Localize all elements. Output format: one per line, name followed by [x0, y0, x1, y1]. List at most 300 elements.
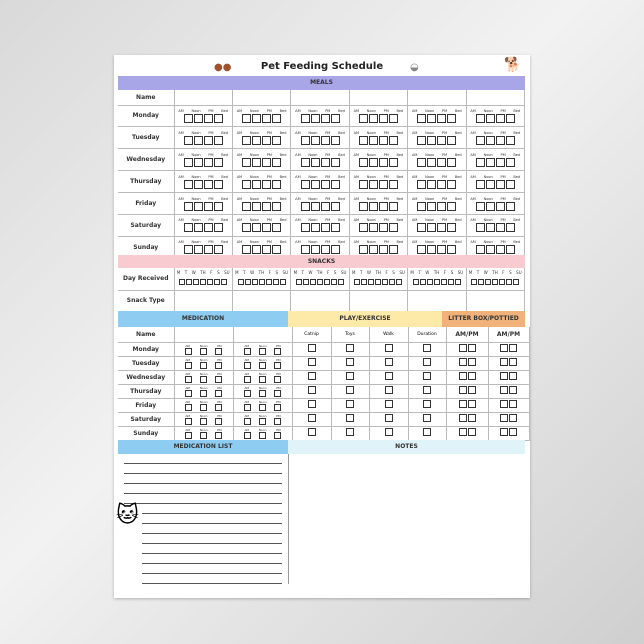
medication-checkbox[interactable]	[215, 418, 222, 425]
meal-checkbox[interactable]	[252, 136, 261, 145]
litter-pm-checkbox[interactable]	[468, 344, 476, 352]
snack-checkbox[interactable]	[471, 279, 477, 285]
litter-pm-checkbox[interactable]	[509, 414, 517, 422]
meal-checkbox[interactable]	[486, 223, 495, 232]
medication-checkbox[interactable]	[244, 362, 251, 369]
snack-checkbox[interactable]	[338, 279, 344, 285]
meal-checkbox[interactable]	[184, 223, 193, 232]
medication-checkbox[interactable]	[244, 404, 251, 411]
snack-checkbox[interactable]	[214, 279, 220, 285]
medication-checkbox[interactable]	[185, 432, 192, 439]
meal-checkbox[interactable]	[194, 180, 203, 189]
meal-checkbox[interactable]	[427, 245, 436, 254]
medication-checkbox[interactable]	[215, 362, 222, 369]
medication-checkbox[interactable]	[215, 348, 222, 355]
meal-checkbox[interactable]	[417, 158, 426, 167]
snack-type-cell[interactable]	[466, 290, 524, 311]
meal-checkbox[interactable]	[496, 180, 505, 189]
litter-am-checkbox[interactable]	[500, 400, 508, 408]
meal-checkbox[interactable]	[252, 202, 261, 211]
meal-checkbox[interactable]	[242, 202, 251, 211]
play-checkbox[interactable]	[423, 400, 431, 408]
snack-checkbox[interactable]	[303, 279, 309, 285]
medication-checkbox[interactable]	[274, 348, 281, 355]
meal-checkbox[interactable]	[214, 223, 223, 232]
meal-checkbox[interactable]	[272, 158, 281, 167]
medication-list-line[interactable]	[142, 573, 282, 574]
meal-checkbox[interactable]	[359, 202, 368, 211]
medication-checkbox[interactable]	[244, 348, 251, 355]
litter-pm-checkbox[interactable]	[468, 372, 476, 380]
play-checkbox[interactable]	[308, 358, 316, 366]
medication-checkbox[interactable]	[244, 432, 251, 439]
meal-checkbox[interactable]	[272, 202, 281, 211]
meal-checkbox[interactable]	[447, 245, 456, 254]
meal-checkbox[interactable]	[242, 180, 251, 189]
meal-checkbox[interactable]	[447, 114, 456, 123]
meal-checkbox[interactable]	[476, 180, 485, 189]
meal-checkbox[interactable]	[506, 114, 515, 123]
meal-checkbox[interactable]	[204, 245, 213, 254]
meal-checkbox[interactable]	[194, 158, 203, 167]
meal-checkbox[interactable]	[184, 180, 193, 189]
meal-checkbox[interactable]	[476, 136, 485, 145]
snack-checkbox[interactable]	[296, 279, 302, 285]
meal-checkbox[interactable]	[184, 136, 193, 145]
meal-checkbox[interactable]	[331, 136, 340, 145]
meal-checkbox[interactable]	[506, 180, 515, 189]
litter-am-checkbox[interactable]	[459, 358, 467, 366]
snack-checkbox[interactable]	[427, 279, 433, 285]
litter-pm-checkbox[interactable]	[468, 358, 476, 366]
meal-checkbox[interactable]	[476, 223, 485, 232]
meal-checkbox[interactable]	[204, 202, 213, 211]
meal-checkbox[interactable]	[194, 223, 203, 232]
meal-checkbox[interactable]	[262, 202, 271, 211]
snack-checkbox[interactable]	[485, 279, 491, 285]
snack-checkbox[interactable]	[179, 279, 185, 285]
meal-checkbox[interactable]	[359, 158, 368, 167]
play-checkbox[interactable]	[385, 400, 393, 408]
litter-pm-checkbox[interactable]	[468, 428, 476, 436]
meal-checkbox[interactable]	[427, 223, 436, 232]
medication-checkbox[interactable]	[259, 404, 266, 411]
meal-checkbox[interactable]	[437, 158, 446, 167]
snack-type-cell[interactable]	[174, 290, 232, 311]
play-checkbox[interactable]	[385, 358, 393, 366]
medication-list-line[interactable]	[124, 503, 282, 504]
meal-checkbox[interactable]	[496, 158, 505, 167]
medication-checkbox[interactable]	[215, 376, 222, 383]
snack-checkbox[interactable]	[455, 279, 461, 285]
meal-checkbox[interactable]	[331, 114, 340, 123]
meal-checkbox[interactable]	[321, 136, 330, 145]
medication-list-line[interactable]	[124, 473, 282, 474]
play-checkbox[interactable]	[385, 386, 393, 394]
meal-checkbox[interactable]	[476, 114, 485, 123]
snack-checkbox[interactable]	[273, 279, 279, 285]
snack-checkbox[interactable]	[506, 279, 512, 285]
medication-list-line[interactable]	[142, 553, 282, 554]
medication-checkbox[interactable]	[200, 362, 207, 369]
snack-checkbox[interactable]	[252, 279, 258, 285]
meal-checkbox[interactable]	[506, 202, 515, 211]
meal-checkbox[interactable]	[496, 202, 505, 211]
snack-checkbox[interactable]	[280, 279, 286, 285]
medication-list-line[interactable]	[142, 543, 282, 544]
meal-checkbox[interactable]	[417, 180, 426, 189]
meal-checkbox[interactable]	[204, 136, 213, 145]
medication-checkbox[interactable]	[244, 418, 251, 425]
meal-checkbox[interactable]	[417, 245, 426, 254]
meal-checkbox[interactable]	[427, 158, 436, 167]
play-checkbox[interactable]	[308, 386, 316, 394]
meal-checkbox[interactable]	[496, 114, 505, 123]
play-checkbox[interactable]	[346, 414, 354, 422]
meal-checkbox[interactable]	[301, 158, 310, 167]
medication-checkbox[interactable]	[200, 404, 207, 411]
meal-checkbox[interactable]	[379, 245, 388, 254]
meal-checkbox[interactable]	[496, 245, 505, 254]
meal-checkbox[interactable]	[369, 158, 378, 167]
snack-checkbox[interactable]	[310, 279, 316, 285]
medication-checkbox[interactable]	[274, 432, 281, 439]
meal-checkbox[interactable]	[252, 245, 261, 254]
snack-checkbox[interactable]	[382, 279, 388, 285]
play-checkbox[interactable]	[385, 372, 393, 380]
pet-name-cell[interactable]	[232, 90, 290, 105]
play-checkbox[interactable]	[346, 428, 354, 436]
meal-checkbox[interactable]	[262, 223, 271, 232]
meal-checkbox[interactable]	[311, 158, 320, 167]
meal-checkbox[interactable]	[359, 136, 368, 145]
medication-checkbox[interactable]	[185, 348, 192, 355]
medication-checkbox[interactable]	[274, 376, 281, 383]
meal-checkbox[interactable]	[184, 245, 193, 254]
medication-checkbox[interactable]	[215, 432, 222, 439]
pet-name-cell[interactable]	[466, 90, 524, 105]
meal-checkbox[interactable]	[242, 245, 251, 254]
meal-checkbox[interactable]	[437, 114, 446, 123]
meal-checkbox[interactable]	[379, 158, 388, 167]
snack-checkbox[interactable]	[354, 279, 360, 285]
meal-checkbox[interactable]	[214, 136, 223, 145]
meal-checkbox[interactable]	[369, 180, 378, 189]
meal-checkbox[interactable]	[389, 136, 398, 145]
meal-checkbox[interactable]	[242, 136, 251, 145]
snack-checkbox[interactable]	[361, 279, 367, 285]
snack-checkbox[interactable]	[324, 279, 330, 285]
snack-checkbox[interactable]	[193, 279, 199, 285]
medication-checkbox[interactable]	[274, 390, 281, 397]
litter-pm-checkbox[interactable]	[468, 400, 476, 408]
meal-checkbox[interactable]	[417, 136, 426, 145]
meal-checkbox[interactable]	[437, 245, 446, 254]
meal-checkbox[interactable]	[506, 136, 515, 145]
meal-checkbox[interactable]	[389, 158, 398, 167]
meal-checkbox[interactable]	[252, 114, 261, 123]
meal-checkbox[interactable]	[476, 245, 485, 254]
meal-checkbox[interactable]	[204, 223, 213, 232]
pet-name-cell[interactable]	[174, 90, 232, 105]
meal-checkbox[interactable]	[389, 114, 398, 123]
snack-checkbox[interactable]	[413, 279, 419, 285]
meal-checkbox[interactable]	[496, 223, 505, 232]
meal-checkbox[interactable]	[301, 202, 310, 211]
meal-checkbox[interactable]	[214, 114, 223, 123]
medication-list-line[interactable]	[142, 583, 282, 584]
medication-list-line[interactable]	[124, 483, 282, 484]
meal-checkbox[interactable]	[486, 202, 495, 211]
meal-checkbox[interactable]	[194, 136, 203, 145]
meal-checkbox[interactable]	[379, 223, 388, 232]
snack-checkbox[interactable]	[331, 279, 337, 285]
medication-checkbox[interactable]	[185, 418, 192, 425]
meal-checkbox[interactable]	[447, 202, 456, 211]
litter-pm-checkbox[interactable]	[509, 428, 517, 436]
meal-checkbox[interactable]	[379, 136, 388, 145]
meal-checkbox[interactable]	[379, 202, 388, 211]
meal-checkbox[interactable]	[389, 180, 398, 189]
meal-checkbox[interactable]	[437, 180, 446, 189]
meal-checkbox[interactable]	[301, 180, 310, 189]
meal-checkbox[interactable]	[321, 245, 330, 254]
snack-checkbox[interactable]	[186, 279, 192, 285]
meal-checkbox[interactable]	[272, 114, 281, 123]
litter-pm-checkbox[interactable]	[509, 372, 517, 380]
snack-checkbox[interactable]	[368, 279, 374, 285]
meal-checkbox[interactable]	[321, 158, 330, 167]
meal-checkbox[interactable]	[194, 202, 203, 211]
snack-type-cell[interactable]	[232, 290, 290, 311]
litter-pm-checkbox[interactable]	[468, 386, 476, 394]
medication-checkbox[interactable]	[259, 348, 266, 355]
meal-checkbox[interactable]	[214, 180, 223, 189]
meal-checkbox[interactable]	[369, 245, 378, 254]
meal-checkbox[interactable]	[214, 158, 223, 167]
meal-checkbox[interactable]	[369, 114, 378, 123]
snack-checkbox[interactable]	[396, 279, 402, 285]
snack-checkbox[interactable]	[245, 279, 251, 285]
litter-pm-checkbox[interactable]	[468, 414, 476, 422]
meal-checkbox[interactable]	[311, 223, 320, 232]
meal-checkbox[interactable]	[486, 180, 495, 189]
medication-checkbox[interactable]	[259, 418, 266, 425]
medication-checkbox[interactable]	[200, 390, 207, 397]
medication-list-line[interactable]	[142, 563, 282, 564]
litter-am-checkbox[interactable]	[500, 414, 508, 422]
medication-checkbox[interactable]	[200, 418, 207, 425]
snack-type-cell[interactable]	[291, 290, 349, 311]
play-checkbox[interactable]	[308, 400, 316, 408]
meal-checkbox[interactable]	[272, 245, 281, 254]
play-checkbox[interactable]	[423, 428, 431, 436]
play-checkbox[interactable]	[423, 414, 431, 422]
meal-checkbox[interactable]	[301, 114, 310, 123]
meal-checkbox[interactable]	[242, 114, 251, 123]
snack-checkbox[interactable]	[207, 279, 213, 285]
meal-checkbox[interactable]	[359, 223, 368, 232]
meal-checkbox[interactable]	[204, 158, 213, 167]
pet-name-cell[interactable]	[291, 90, 349, 105]
meal-checkbox[interactable]	[331, 158, 340, 167]
meal-checkbox[interactable]	[427, 114, 436, 123]
meal-checkbox[interactable]	[272, 136, 281, 145]
meal-checkbox[interactable]	[252, 158, 261, 167]
meal-checkbox[interactable]	[379, 114, 388, 123]
play-checkbox[interactable]	[423, 358, 431, 366]
meal-checkbox[interactable]	[272, 223, 281, 232]
snack-checkbox[interactable]	[200, 279, 206, 285]
meal-checkbox[interactable]	[252, 223, 261, 232]
snack-checkbox[interactable]	[492, 279, 498, 285]
meal-checkbox[interactable]	[369, 136, 378, 145]
meal-checkbox[interactable]	[389, 202, 398, 211]
litter-am-checkbox[interactable]	[459, 344, 467, 352]
play-checkbox[interactable]	[308, 372, 316, 380]
meal-checkbox[interactable]	[369, 202, 378, 211]
medication-checkbox[interactable]	[244, 390, 251, 397]
litter-am-checkbox[interactable]	[500, 372, 508, 380]
meal-checkbox[interactable]	[331, 202, 340, 211]
meal-checkbox[interactable]	[252, 180, 261, 189]
meal-checkbox[interactable]	[262, 114, 271, 123]
medication-name-cell[interactable]	[174, 327, 233, 342]
meal-checkbox[interactable]	[214, 202, 223, 211]
medication-checkbox[interactable]	[185, 404, 192, 411]
snack-checkbox[interactable]	[513, 279, 519, 285]
medication-list-line[interactable]	[124, 463, 282, 464]
meal-checkbox[interactable]	[476, 158, 485, 167]
meal-checkbox[interactable]	[427, 180, 436, 189]
litter-am-checkbox[interactable]	[500, 428, 508, 436]
litter-am-checkbox[interactable]	[459, 372, 467, 380]
meal-checkbox[interactable]	[214, 245, 223, 254]
meal-checkbox[interactable]	[486, 114, 495, 123]
meal-checkbox[interactable]	[389, 245, 398, 254]
litter-pm-checkbox[interactable]	[509, 358, 517, 366]
meal-checkbox[interactable]	[301, 223, 310, 232]
medication-list-line[interactable]	[142, 523, 282, 524]
play-checkbox[interactable]	[346, 386, 354, 394]
play-checkbox[interactable]	[346, 372, 354, 380]
meal-checkbox[interactable]	[184, 114, 193, 123]
meal-checkbox[interactable]	[379, 180, 388, 189]
meal-checkbox[interactable]	[262, 180, 271, 189]
medication-checkbox[interactable]	[215, 404, 222, 411]
meal-checkbox[interactable]	[331, 180, 340, 189]
meal-checkbox[interactable]	[321, 202, 330, 211]
snack-checkbox[interactable]	[238, 279, 244, 285]
medication-checkbox[interactable]	[274, 418, 281, 425]
litter-pm-checkbox[interactable]	[509, 386, 517, 394]
snack-type-cell[interactable]	[349, 290, 407, 311]
meal-checkbox[interactable]	[311, 136, 320, 145]
meal-checkbox[interactable]	[301, 245, 310, 254]
snack-checkbox[interactable]	[221, 279, 227, 285]
medication-checkbox[interactable]	[274, 362, 281, 369]
meal-checkbox[interactable]	[331, 245, 340, 254]
meal-checkbox[interactable]	[486, 158, 495, 167]
meal-checkbox[interactable]	[301, 136, 310, 145]
pet-name-cell[interactable]	[349, 90, 407, 105]
meal-checkbox[interactable]	[447, 223, 456, 232]
meal-checkbox[interactable]	[321, 114, 330, 123]
medication-checkbox[interactable]	[185, 362, 192, 369]
meal-checkbox[interactable]	[184, 202, 193, 211]
meal-checkbox[interactable]	[359, 114, 368, 123]
meal-checkbox[interactable]	[311, 245, 320, 254]
medication-list-line[interactable]	[124, 493, 282, 494]
play-checkbox[interactable]	[346, 400, 354, 408]
meal-checkbox[interactable]	[389, 223, 398, 232]
play-checkbox[interactable]	[423, 344, 431, 352]
snack-checkbox[interactable]	[266, 279, 272, 285]
play-checkbox[interactable]	[385, 414, 393, 422]
play-checkbox[interactable]	[423, 386, 431, 394]
pet-name-cell[interactable]	[408, 90, 466, 105]
litter-am-checkbox[interactable]	[459, 428, 467, 436]
medication-list-line[interactable]	[142, 513, 282, 514]
meal-checkbox[interactable]	[486, 245, 495, 254]
play-checkbox[interactable]	[346, 358, 354, 366]
medication-checkbox[interactable]	[185, 390, 192, 397]
meal-checkbox[interactable]	[437, 223, 446, 232]
meal-checkbox[interactable]	[486, 136, 495, 145]
meal-checkbox[interactable]	[437, 202, 446, 211]
play-checkbox[interactable]	[385, 428, 393, 436]
meal-checkbox[interactable]	[447, 180, 456, 189]
snack-checkbox[interactable]	[434, 279, 440, 285]
meal-checkbox[interactable]	[204, 180, 213, 189]
play-checkbox[interactable]	[385, 344, 393, 352]
snack-checkbox[interactable]	[441, 279, 447, 285]
meal-checkbox[interactable]	[194, 114, 203, 123]
play-checkbox[interactable]	[308, 428, 316, 436]
snack-checkbox[interactable]	[375, 279, 381, 285]
meal-checkbox[interactable]	[262, 136, 271, 145]
meal-checkbox[interactable]	[204, 114, 213, 123]
snack-checkbox[interactable]	[420, 279, 426, 285]
litter-am-checkbox[interactable]	[500, 344, 508, 352]
meal-checkbox[interactable]	[184, 158, 193, 167]
litter-am-checkbox[interactable]	[459, 400, 467, 408]
snack-checkbox[interactable]	[389, 279, 395, 285]
litter-am-checkbox[interactable]	[459, 386, 467, 394]
meal-checkbox[interactable]	[242, 158, 251, 167]
medication-checkbox[interactable]	[200, 348, 207, 355]
snack-checkbox[interactable]	[448, 279, 454, 285]
meal-checkbox[interactable]	[321, 223, 330, 232]
meal-checkbox[interactable]	[506, 245, 515, 254]
medication-list-line[interactable]	[142, 533, 282, 534]
meal-checkbox[interactable]	[427, 136, 436, 145]
meal-checkbox[interactable]	[321, 180, 330, 189]
meal-checkbox[interactable]	[359, 245, 368, 254]
medication-checkbox[interactable]	[244, 376, 251, 383]
play-checkbox[interactable]	[308, 414, 316, 422]
medication-checkbox[interactable]	[274, 404, 281, 411]
snack-type-cell[interactable]	[408, 290, 466, 311]
meal-checkbox[interactable]	[272, 180, 281, 189]
meal-checkbox[interactable]	[417, 223, 426, 232]
medication-checkbox[interactable]	[259, 376, 266, 383]
meal-checkbox[interactable]	[496, 136, 505, 145]
meal-checkbox[interactable]	[427, 202, 436, 211]
litter-am-checkbox[interactable]	[500, 386, 508, 394]
meal-checkbox[interactable]	[311, 202, 320, 211]
medication-checkbox[interactable]	[200, 432, 207, 439]
